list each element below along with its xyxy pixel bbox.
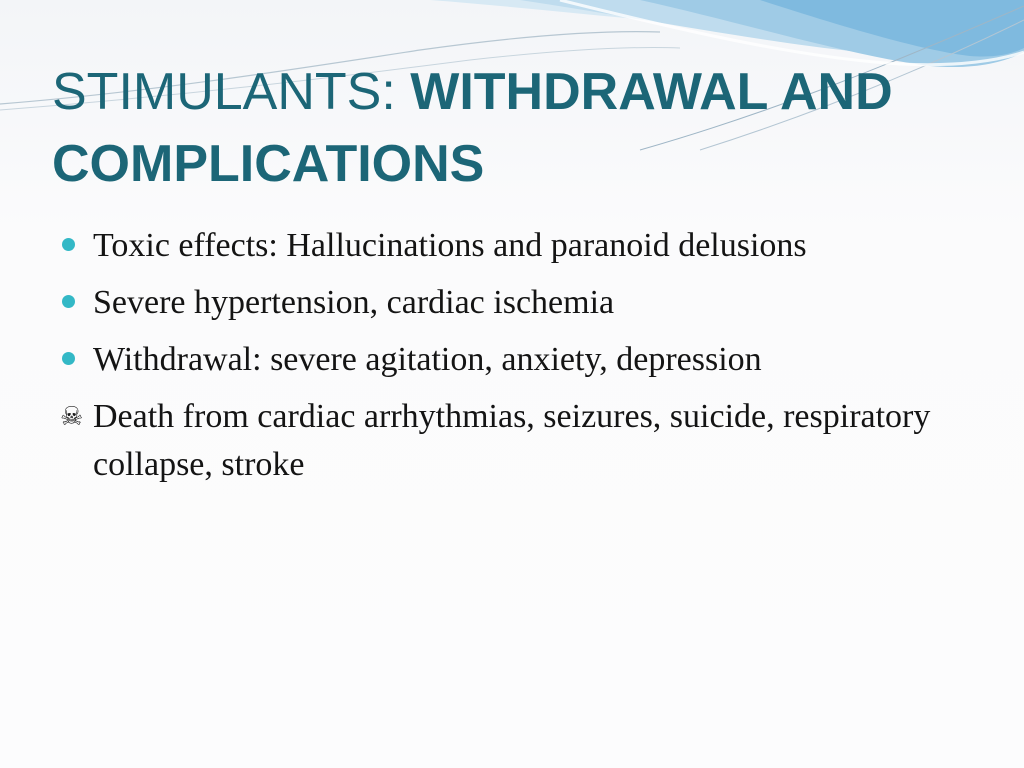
bullet-text: Death from cardiac arrhythmias, seizures, suicide, respiratory collapse, stroke: [93, 398, 931, 483]
bullet-text: Severe hypertension, cardiac ischemia: [93, 284, 615, 321]
bullet-item: [60, 279, 980, 327]
title-bold-part-1: WITHDRAWAL AND: [410, 63, 893, 121]
bullet-dot-icon: [62, 295, 75, 308]
bullet-item: [60, 222, 980, 270]
skull-crossbones-icon: ☠: [60, 402, 84, 432]
bullet-list: [60, 222, 980, 498]
bullet-text: Toxic effects: Hallucinations and paranoid delusions: [93, 227, 807, 264]
bullet-dot-icon: [62, 352, 75, 365]
title-bold-part-2: COMPLICATIONS: [52, 135, 485, 193]
bullet-dot-icon: [62, 238, 75, 251]
bullet-item: [60, 336, 980, 384]
bullet-item: [60, 393, 980, 489]
title-regular-part: STIMULANTS:: [52, 63, 411, 121]
bullet-text: Withdrawal: severe agitation, anxiety, depression: [93, 341, 762, 378]
slide-title: [52, 56, 992, 200]
